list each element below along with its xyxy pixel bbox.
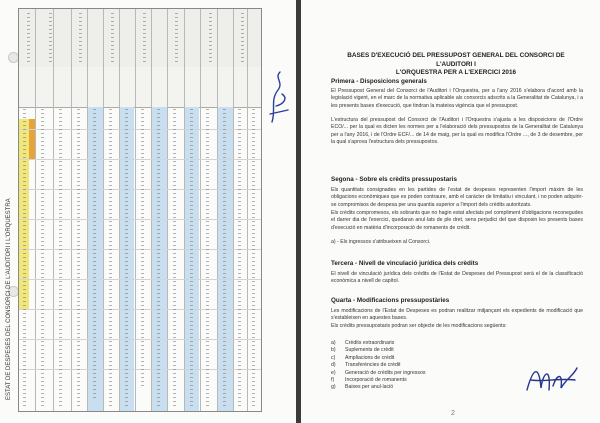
section-heading: Segona - Sobre els crèdits pressupostaris [331,176,457,183]
handwritten-signature-left [266,70,292,126]
right-page-budget-rules [301,0,600,423]
section-paragraph: Els quantitats consignades en les partides de l'estat de despeses representen l'import màxim de les obligacions econòmiques que es poden contraure, amb el caràcter de limitatiu i vinculant, i no poden adquirir-se compromisos de despesa per una quantia superior a l'import dels crèdits autoritzats. [331,187,583,208]
left-page-budget-table [0,0,296,423]
page-title: BASES D'EXECUCIÓ DEL PRESSUPOST GENERAL DEL CONSORCI DE L'AUDITORI I L'ORQUESTRA PER A L'EXERCICI 2016 [347,52,565,76]
section-paragraph: Els crèdits pressupostaris podran ser objecte de les modificacions següents: [331,323,507,329]
section-heading: Quarta - Modificacions pressupostàries [331,297,450,304]
section-paragraph: Les modificacions de l'Estat de Despeses es podran realitzar mitjançant els expedients de modificació que s'estableixen en aquestes bases. [331,308,583,322]
list-item: d) Transferències de crèdit [331,362,401,369]
table-subheader-band [19,67,261,108]
section-heading: Tercera - Nivell de vinculació jurídica dels crèdits [331,260,479,267]
list-item: b) Suplements de crèdit [331,347,394,354]
list-item: c) Ampliacions de crèdit [331,354,395,361]
list-item: f) Incorporació de romanents [331,377,407,384]
page-number: 2 [451,410,455,417]
list-item: a) Crèdits extraordinaris [331,340,395,346]
budget-table [18,8,262,412]
handwritten-signature-right [523,360,581,398]
section-paragraph: L'estructura del pressupost del Consorci de l'Auditori i l'Orquestra s'ajusta a les disposicions de l'Ordre ECO/... per la qual es dicten les normes per a l'elaboració dels pressupostos de la Generalitat de Catalunya per a l'any 2016, i de l'Ordre ECF/... de 14 de maig, per la qual es modifica l'Ordre ..., de 3 de desembre, per la qual s'aprova l'estructura dels pressupostos. [331,117,583,146]
section-paragraph: a) - Els ingressos s'atribueixen al Consorci. [331,239,431,245]
section-heading: Primera - Disposicions generals [331,78,427,85]
rotated-table-header: ESTAT DE DESPESES DEL CONSORCI DE L'AUDITORI I L'ORQUESTRA [6,198,12,400]
table-header-band [19,9,261,68]
section-paragraph: El nivell de vinculació jurídica dels crèdits de l'Estat de Despeses del Pressupost serà el de la classificació econòmica a nivell de capítol. [331,271,583,285]
list-item: e) Generació de crèdits per ingressos [331,369,426,376]
list-item: g) Baixes per anul·lació [331,384,394,391]
modifications-list [331,340,425,392]
section-paragraph: El Pressupost General del Consorci de l'Auditori i l'Orquestra, per a l'any 2016 s'elabora d'acord amb la legislació vigent, en el marc de la normativa aplicable als consorcis adscrits a la Generalitat de Catalunya, i a les presents bases d'execució, que tindran la mateixa vigència que el pressupost. [331,88,583,109]
section-paragraph: Els crèdits compromesos, els sobrants que no hagin estat afectats pel compliment d'obligacions reconegudes el darrer dia de l'exercici, quedaran anul·lats de ple dret, sens perjudici del que disposin les presents bases d'execució en matèria d'incorporació de romanents de crèdit. [331,210,583,231]
